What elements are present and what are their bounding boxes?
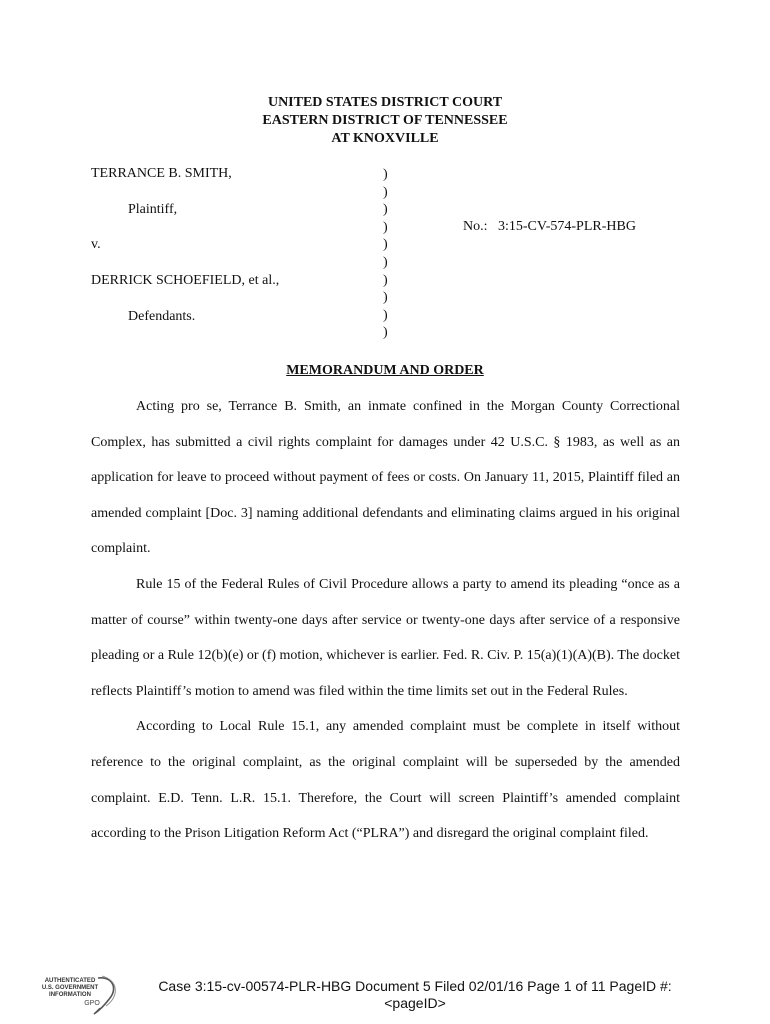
paren: ) [383,202,388,218]
svg-text:U.S. GOVERNMENT: U.S. GOVERNMENT [41,985,99,991]
paren: ) [383,325,388,341]
paren: ) [383,272,388,288]
plaintiff-role: Plaintiff, [128,202,178,217]
svg-text:GPO: GPO [84,1000,100,1007]
caption-parens [383,166,388,342]
svg-text:AUTHENTICATED: AUTHENTICATED [44,978,96,984]
defendant-role: Defendants. [128,309,196,324]
footer-page-id: <pageID> [384,995,446,1011]
defendant-name: DERRICK SCHOEFIELD, et al., [91,273,280,288]
svg-text:INFORMATION: INFORMATION [49,992,91,998]
footer-case-info: Case 3:15-cv-00574-PLR-HBG Document 5 Filed 02/01/16 Page 1 of 11 PageID #: [158,978,672,994]
memorandum-heading: MEMORANDUM AND ORDER [286,363,484,378]
case-number-label: No.: [463,219,488,234]
case-number-value: 3:15-CV-574-PLR-HBG [498,219,636,234]
paragraph: Acting pro se, Terrance B. Smith, an inmate confined in the Morgan County Correctional Complex, has submitted a civil rights complaint for damages under 42 U.S.C. § 1983, as well as an application for leave to proceed without payment of fees or costs. On January 11, 2015, Plaintiff filed an amended complaint [Doc. 3] naming additional defendants and eliminating claims argued in his original complaint. [91,399,680,557]
plaintiff-name: TERRANCE B. SMITH, [91,166,232,181]
paren: ) [383,254,388,270]
court-district: EASTERN DISTRICT OF TENNESSEE [262,113,508,128]
paren: ) [383,219,388,235]
court-location: AT KNOXVILLE [331,131,439,146]
paren: ) [383,167,388,182]
memorandum-body [91,389,680,852]
paren: ) [383,184,388,200]
versus: v. [91,237,101,252]
paragraph: Rule 15 of the Federal Rules of Civil Procedure allows a party to amend its pleading “once as a matter of course” within twenty-one days after service or twenty-one days after service of a responsive pleading or a Rule 12(b)(e) or (f) motion, whichever is earlier. Fed. R. Civ. P. 15(a)(1)(A)(B). The docket reflects Plaintiff’s motion to amend was filed within the time limits set out in the Federal Rules. [91,576,680,699]
page-footer [90,978,740,1012]
court-name: UNITED STATES DISTRICT COURT [267,95,503,110]
case-number [463,218,636,236]
paren: ) [383,290,388,306]
paren: ) [383,307,388,323]
paragraph: According to Local Rule 15.1, any amended complaint must be complete in itself without reference to the original complaint, as the original complaint will be superseded by the amended complaint. E.D. Tenn. L.R. 15.1. Therefore, the Court will screen Plaintiff’s amended complaint according to the Prison Litigation Reform Act (“PLRA”) and disregard the original complaint filed. [91,719,680,842]
paren: ) [383,237,388,253]
